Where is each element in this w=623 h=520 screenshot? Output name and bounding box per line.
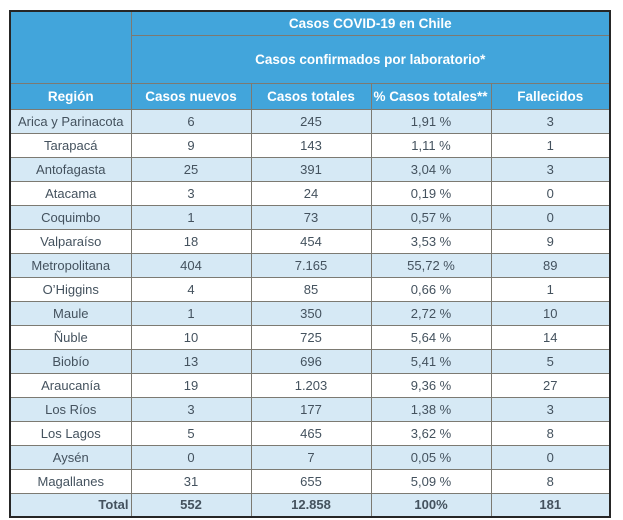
table-row-maule xyxy=(10,301,610,325)
table-row-aysen xyxy=(10,445,610,469)
table-row-o-higgins xyxy=(10,277,610,301)
pct-casos-totales-cell: 5,64 % xyxy=(371,325,491,349)
pct-casos-totales-cell: 100% xyxy=(371,493,491,517)
casos-nuevos-cell: 404 xyxy=(131,253,251,277)
table-title: Casos COVID-19 en Chile xyxy=(131,11,610,35)
table-row-metropolitana xyxy=(10,253,610,277)
casos-nuevos-cell: 25 xyxy=(131,157,251,181)
casos-totales-cell: 12.858 xyxy=(251,493,371,517)
casos-totales-cell: 391 xyxy=(251,157,371,181)
fallecidos-cell: 1 xyxy=(491,277,610,301)
casos-nuevos-cell: 3 xyxy=(131,397,251,421)
fallecidos-cell: 0 xyxy=(491,181,610,205)
region-cell: Maule xyxy=(10,301,131,325)
table-row-valparaiso xyxy=(10,229,610,253)
casos-nuevos-cell: 1 xyxy=(131,205,251,229)
region-cell: Ñuble xyxy=(10,325,131,349)
table-row-atacama xyxy=(10,181,610,205)
table-row-total xyxy=(10,493,610,517)
table-row-los-lagos xyxy=(10,421,610,445)
pct-casos-totales-cell: 2,72 % xyxy=(371,301,491,325)
casos-nuevos-cell: 4 xyxy=(131,277,251,301)
fallecidos-cell: 10 xyxy=(491,301,610,325)
fallecidos-cell: 27 xyxy=(491,373,610,397)
pct-casos-totales-cell: 1,38 % xyxy=(371,397,491,421)
fallecidos-cell: 0 xyxy=(491,445,610,469)
casos-nuevos-cell: 6 xyxy=(131,109,251,133)
fallecidos-cell: 3 xyxy=(491,157,610,181)
pct-casos-totales-cell: 0,66 % xyxy=(371,277,491,301)
region-cell: Aysén xyxy=(10,445,131,469)
casos-nuevos-cell: 10 xyxy=(131,325,251,349)
region-cell: Total xyxy=(10,493,131,517)
casos-nuevos-cell: 5 xyxy=(131,421,251,445)
casos-totales-cell: 454 xyxy=(251,229,371,253)
column-header-row xyxy=(10,83,610,109)
casos-totales-cell: 696 xyxy=(251,349,371,373)
fallecidos-cell: 181 xyxy=(491,493,610,517)
fallecidos-cell: 3 xyxy=(491,397,610,421)
region-cell: Magallanes xyxy=(10,469,131,493)
casos-nuevos-cell: 3 xyxy=(131,181,251,205)
casos-totales-cell: 655 xyxy=(251,469,371,493)
fallecidos-cell: 9 xyxy=(491,229,610,253)
table-row-antofagasta xyxy=(10,157,610,181)
fallecidos-cell: 14 xyxy=(491,325,610,349)
casos-nuevos-cell: 0 xyxy=(131,445,251,469)
pct-casos-totales-cell: 0,05 % xyxy=(371,445,491,469)
table-body xyxy=(10,109,610,517)
column-header-casos-nuevos: Casos nuevos xyxy=(131,83,251,109)
title-row xyxy=(10,11,610,35)
table-row-los-rios xyxy=(10,397,610,421)
fallecidos-cell: 0 xyxy=(491,205,610,229)
pct-casos-totales-cell: 0,57 % xyxy=(371,205,491,229)
pct-casos-totales-cell: 1,91 % xyxy=(371,109,491,133)
table-row-biobio xyxy=(10,349,610,373)
casos-nuevos-cell: 18 xyxy=(131,229,251,253)
fallecidos-cell: 8 xyxy=(491,469,610,493)
casos-nuevos-cell: 19 xyxy=(131,373,251,397)
casos-totales-cell: 1.203 xyxy=(251,373,371,397)
region-cell: Tarapacá xyxy=(10,133,131,157)
pct-casos-totales-cell: 3,53 % xyxy=(371,229,491,253)
fallecidos-cell: 3 xyxy=(491,109,610,133)
fallecidos-cell: 1 xyxy=(491,133,610,157)
table-row-araucania xyxy=(10,373,610,397)
pct-casos-totales-cell: 5,09 % xyxy=(371,469,491,493)
pct-casos-totales-cell: 0,19 % xyxy=(371,181,491,205)
pct-casos-totales-cell: 9,36 % xyxy=(371,373,491,397)
table-row-coquimbo xyxy=(10,205,610,229)
pct-casos-totales-cell: 3,04 % xyxy=(371,157,491,181)
region-cell: Atacama xyxy=(10,181,131,205)
region-cell: Los Ríos xyxy=(10,397,131,421)
region-cell: O’Higgins xyxy=(10,277,131,301)
region-cell: Antofagasta xyxy=(10,157,131,181)
casos-totales-cell: 85 xyxy=(251,277,371,301)
casos-totales-cell: 143 xyxy=(251,133,371,157)
column-header-pct-casos-totales: % Casos totales** xyxy=(371,83,491,109)
table-header xyxy=(10,11,610,109)
pct-casos-totales-cell: 3,62 % xyxy=(371,421,491,445)
casos-nuevos-cell: 9 xyxy=(131,133,251,157)
column-header-fallecidos: Fallecidos xyxy=(491,83,610,109)
table-row-nuble xyxy=(10,325,610,349)
table-row-arica-y-parinacota xyxy=(10,109,610,133)
casos-nuevos-cell: 13 xyxy=(131,349,251,373)
region-cell: Arica y Parinacota xyxy=(10,109,131,133)
casos-totales-cell: 7 xyxy=(251,445,371,469)
fallecidos-cell: 5 xyxy=(491,349,610,373)
casos-nuevos-cell: 552 xyxy=(131,493,251,517)
fallecidos-cell: 89 xyxy=(491,253,610,277)
region-cell: Coquimbo xyxy=(10,205,131,229)
corner-blank-cell xyxy=(10,11,131,83)
table-subtitle: Casos confirmados por laboratorio* xyxy=(131,35,610,83)
casos-totales-cell: 73 xyxy=(251,205,371,229)
table-row-magallanes xyxy=(10,469,610,493)
casos-totales-cell: 7.165 xyxy=(251,253,371,277)
table-row-tarapaca xyxy=(10,133,610,157)
region-cell: Biobío xyxy=(10,349,131,373)
covid-cases-table xyxy=(9,10,611,518)
casos-totales-cell: 245 xyxy=(251,109,371,133)
column-header-region: Región xyxy=(10,83,131,109)
region-cell: Metropolitana xyxy=(10,253,131,277)
pct-casos-totales-cell: 5,41 % xyxy=(371,349,491,373)
casos-totales-cell: 24 xyxy=(251,181,371,205)
casos-totales-cell: 177 xyxy=(251,397,371,421)
column-header-casos-totales: Casos totales xyxy=(251,83,371,109)
casos-totales-cell: 350 xyxy=(251,301,371,325)
casos-totales-cell: 465 xyxy=(251,421,371,445)
region-cell: Los Lagos xyxy=(10,421,131,445)
region-cell: Valparaíso xyxy=(10,229,131,253)
casos-totales-cell: 725 xyxy=(251,325,371,349)
region-cell: Araucanía xyxy=(10,373,131,397)
casos-nuevos-cell: 31 xyxy=(131,469,251,493)
fallecidos-cell: 8 xyxy=(491,421,610,445)
pct-casos-totales-cell: 1,11 % xyxy=(371,133,491,157)
casos-nuevos-cell: 1 xyxy=(131,301,251,325)
pct-casos-totales-cell: 55,72 % xyxy=(371,253,491,277)
